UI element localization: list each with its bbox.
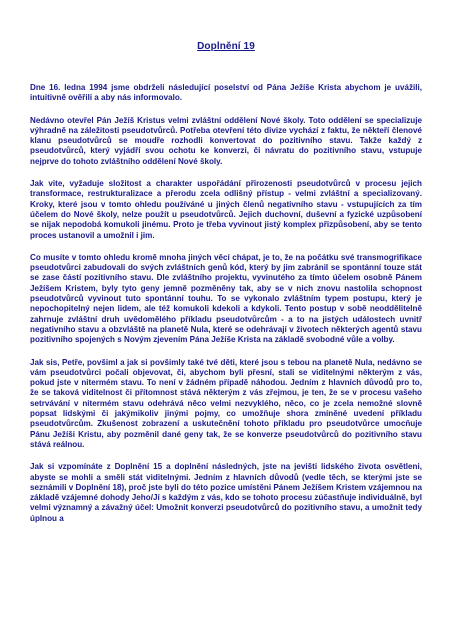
- paragraph-2: Nedávno otevřel Pán Ježíš Kristus velmi zvláštní oddělení Nové školy. Toto oddělení se specializuje výhradně na záležitosti pseudotvůrců. Potřeba otevření této divize vychází z faktu, že někteří členové klanu pseudotvůrců se moudře rozhodli konvertovat do pozitivního stavu. Takže každý z pseudotvůrců, který vyjádří svou ochotu ke konverzi, či návratu do pozitivního stavu, vstupuje nejprve do tohoto zvláštního oddělení Nové školy.: [30, 115, 422, 166]
- document-body: [30, 83, 422, 536]
- paragraph-1: Dne 16. ledna 1994 jsme obdrželi následující poselství od Pána Ježíše Krista abychom je uvážili, intuitivně ověřili a aby nás informovalo.: [30, 83, 422, 103]
- paragraph-4: Co musíte v tomto ohledu kromě mnoha jiných věcí chápat, je to, že na počátku své transmogrifikace pseudotvůrci zabudovali do svých zvláštních genů kód, který by jim zabránil se spontánní touze stát se zase částí pozitivního stavu. Dle zvláštního projektu, vyvinutého za tímto účelem osobně Pánem Ježíšem Kristem, byly tyto geny jemně pozměněny tak, aby se v nich znovu nastolila schopnost pseudotvůrců vyvinout tuto spontánní touhu. To se vykonalo zvláštním typem postupu, který je nepochopitelný nejen lidem, ale též komukoli kdekoli a kdykoli. Tento postup v sobě neoddělitelně zahrnuje zvláštní druh uvědomělého příkladu pseudotvůrcům - a to na jistých událostech uvnitř negativního stavu a obzvláště na planetě Nula, které se odehrávají v životech některých agentů stavu pozitivního spojených s Novým zjevením Pána Ježíše Krista na základě svobodné vůle a volby.: [30, 252, 422, 345]
- document-title: Doplnění 19: [197, 41, 255, 52]
- paragraph-3: Jak vite, vyžaduje složitost a charakter uspořádání přirozenosti pseudotvůrců v procesu jejich transformace, restrukturalizace a přerodu zcela odlišný přístup - velmi zvláštní a specializovaný. Kroky, které jsou v tomto ohledu používáné u jiných členů negativního stavu - vstupujících za tím účelem do Nové školy, nelze použít u pseudotvůrců. Jejich duchovní, duševní a fyzické uzpůsobení se nijak nepodobá komukoli jinému. Proto je třeba vyvinout jistý komplex přizpůsobení, aby se tento proces ustanovil a umožnil i jim.: [30, 179, 422, 240]
- paragraph-5: Jak sis, Petře, povšiml a jak si povšimly také tvé děti, které jsou s tebou na planetě Nula, nedávno se vám pseudotvůrci počali objevovat, či, abychom byli přesní, stali se viditelnými některým z vás, pokud jste v nitermém stavu. To není v žádném případě náhodou. Jedním z hlavních důvodů pro to, že se taková viditelnost či přítomnost stává některým z vás zřejmou, je ten, že se v procesu vašeho setrvávání v nitermém stavu odehrává něco velmi nezvyklého, něco, co je zcela nemožné slovně popsat lidskými či jakýmikoliv jinými pojmy, co umožňuje shora zmíněné uvedení příkladu pseudotvůrcům. Zkušenost zobrazení a uskutečnění tohoto příkladu pro pseudotvůrce umocňuje Pánu Ježíši Kristu, aby pozměnil dané geny tak, že se konverze pseudotvůrců do pozitivního stavu stává reálnou.: [30, 357, 422, 449]
- paragraph-6: Jak si vzpomínáte z Doplnění 15 a doplnění následných, jste na jevišti lidského života osvětleni, abyste se mohli a směli stát viditelnými. Jedním z hlavních důvodů (vedle těch, se kterými jste se seznámili v Doplnění 18), proč jste byli do této pozice umístěni Pánem Ježíšem Kristem vzájemnou na základě vzájemné dohody Jeho/Jí s každým z vás, kdo se tohoto procesu zúčastňuje individuálně, byl velmi významný a závažný účel: Umožnit konverzi pseudotvůrců do pozitivního stavu, a umožnit tedy úplnou a: [30, 462, 422, 523]
